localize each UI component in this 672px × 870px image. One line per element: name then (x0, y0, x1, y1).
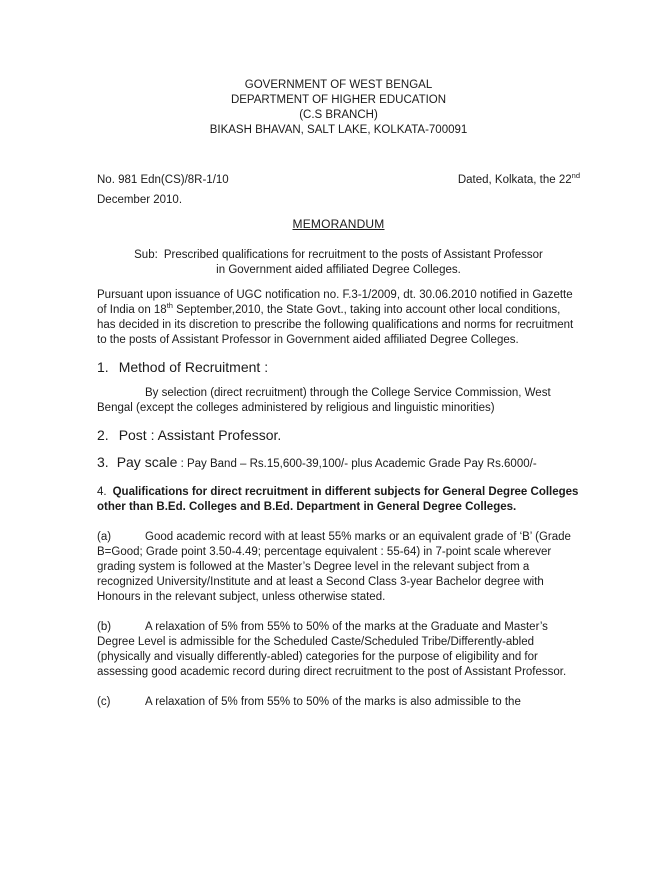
subject-text: Prescribed qualifications for recruitment to the posts of Assistant Professor in Government aided affiliated Degree Colleges. (163, 249, 543, 276)
pursuant-paragraph (97, 288, 580, 348)
clause-b-text: A relaxation of 5% from 55% to 50% of the marks at the Graduate and Master’s Degree Level is admissible for the Scheduled Caste/Scheduled Tribe/Differently-abled (physically and visually differently-abled) categories for the purpose of eligibility and for assessing good academic record during direct recruitment to the post of Assistant Professor. (97, 621, 567, 678)
letterhead (97, 78, 580, 138)
clause-c-label: (c) (97, 696, 111, 708)
dated-line2: December 2010. (97, 194, 183, 206)
section2-title: Post : Assistant Professor. (118, 427, 282, 443)
clause-a-label: (a) (97, 531, 112, 543)
clause-b-label: (b) (97, 621, 112, 633)
dated-line (458, 173, 580, 188)
clause-b (97, 620, 580, 680)
letterhead-line-address: BIKASH BHAVAN, SALT LAKE, KOLKATA-700091 (209, 124, 468, 136)
subject-block (134, 248, 544, 278)
section2-heading (97, 426, 580, 444)
letterhead-line-department: DEPARTMENT OF HIGHER EDUCATION (230, 94, 447, 106)
pursuant-ordinal: th (166, 301, 173, 311)
pursuant-seg1: Pursuant upon issuance of UGC notification no. F.3-1/2009, dt. 30.06.2010 notified in Gazette of India on 18 (97, 289, 573, 316)
section4-heading (97, 485, 580, 515)
clause-a-text: Good academic record with at least 55% marks or an equivalent grade of ‘B’ (Grade B=Good; Grade point 3.50-4.49; percentage equivalent : 55-64) in 7-point scale wherever grading system is followed at the Master’s Degree level in the relevant subject from a recognized University/Institute and at least a Second Class 3-year Bachelor degree with Honours in the relevant subject, unless otherwise stated. (97, 531, 571, 603)
subject-label: Sub: (134, 249, 158, 261)
section1-body: By selection (direct recruitment) through the College Service Commission, West Bengal (except the colleges administered by religious and linguistic minorities) (97, 387, 551, 414)
section2-number: 2. (97, 427, 109, 443)
section3-title: Pay scale (116, 454, 178, 470)
section1-title: Method of Recruitment : (118, 359, 269, 375)
dated-text: Dated, Kolkata, the 22 (457, 174, 572, 186)
section4-number: 4. (97, 486, 107, 498)
section1-heading (97, 358, 580, 376)
section4-title: Qualifications for direct recruitment in different subjects for General Degree Colleges other than B.Ed. Colleges and B.Ed. Department in General Degree Colleges. (97, 486, 579, 513)
section3-rest: : Pay Band – Rs.15,600-39,100/- plus Academic Grade Pay Rs.6000/- (177, 458, 537, 470)
pursuant-seg2: September,2010, the State Govt., taking into account other local conditions, has decided in its discretion to prescribe the following qualifications and norms for recruitment to the posts of Assistant Professor in Government aided affiliated Degree Colleges. (97, 304, 574, 346)
document-content (97, 78, 580, 710)
letterhead-line-government: GOVERNMENT OF WEST BENGAL (244, 79, 433, 91)
reference-row (97, 173, 580, 188)
section3-heading (97, 453, 580, 472)
letterhead-line-branch: (C.S BRANCH) (299, 109, 378, 121)
clause-c-text: A relaxation of 5% from 55% to 50% of the marks is also admissible to the (145, 696, 521, 708)
memorandum-title: MEMORANDUM (292, 217, 385, 231)
memo-number: No. 981 Edn(CS)/8R-1/10 (97, 174, 229, 186)
clause-a (97, 530, 580, 605)
section1-number: 1. (97, 359, 109, 375)
dated-ordinal: nd (571, 171, 580, 181)
section3-number: 3. (97, 454, 109, 470)
clause-c (97, 695, 580, 710)
